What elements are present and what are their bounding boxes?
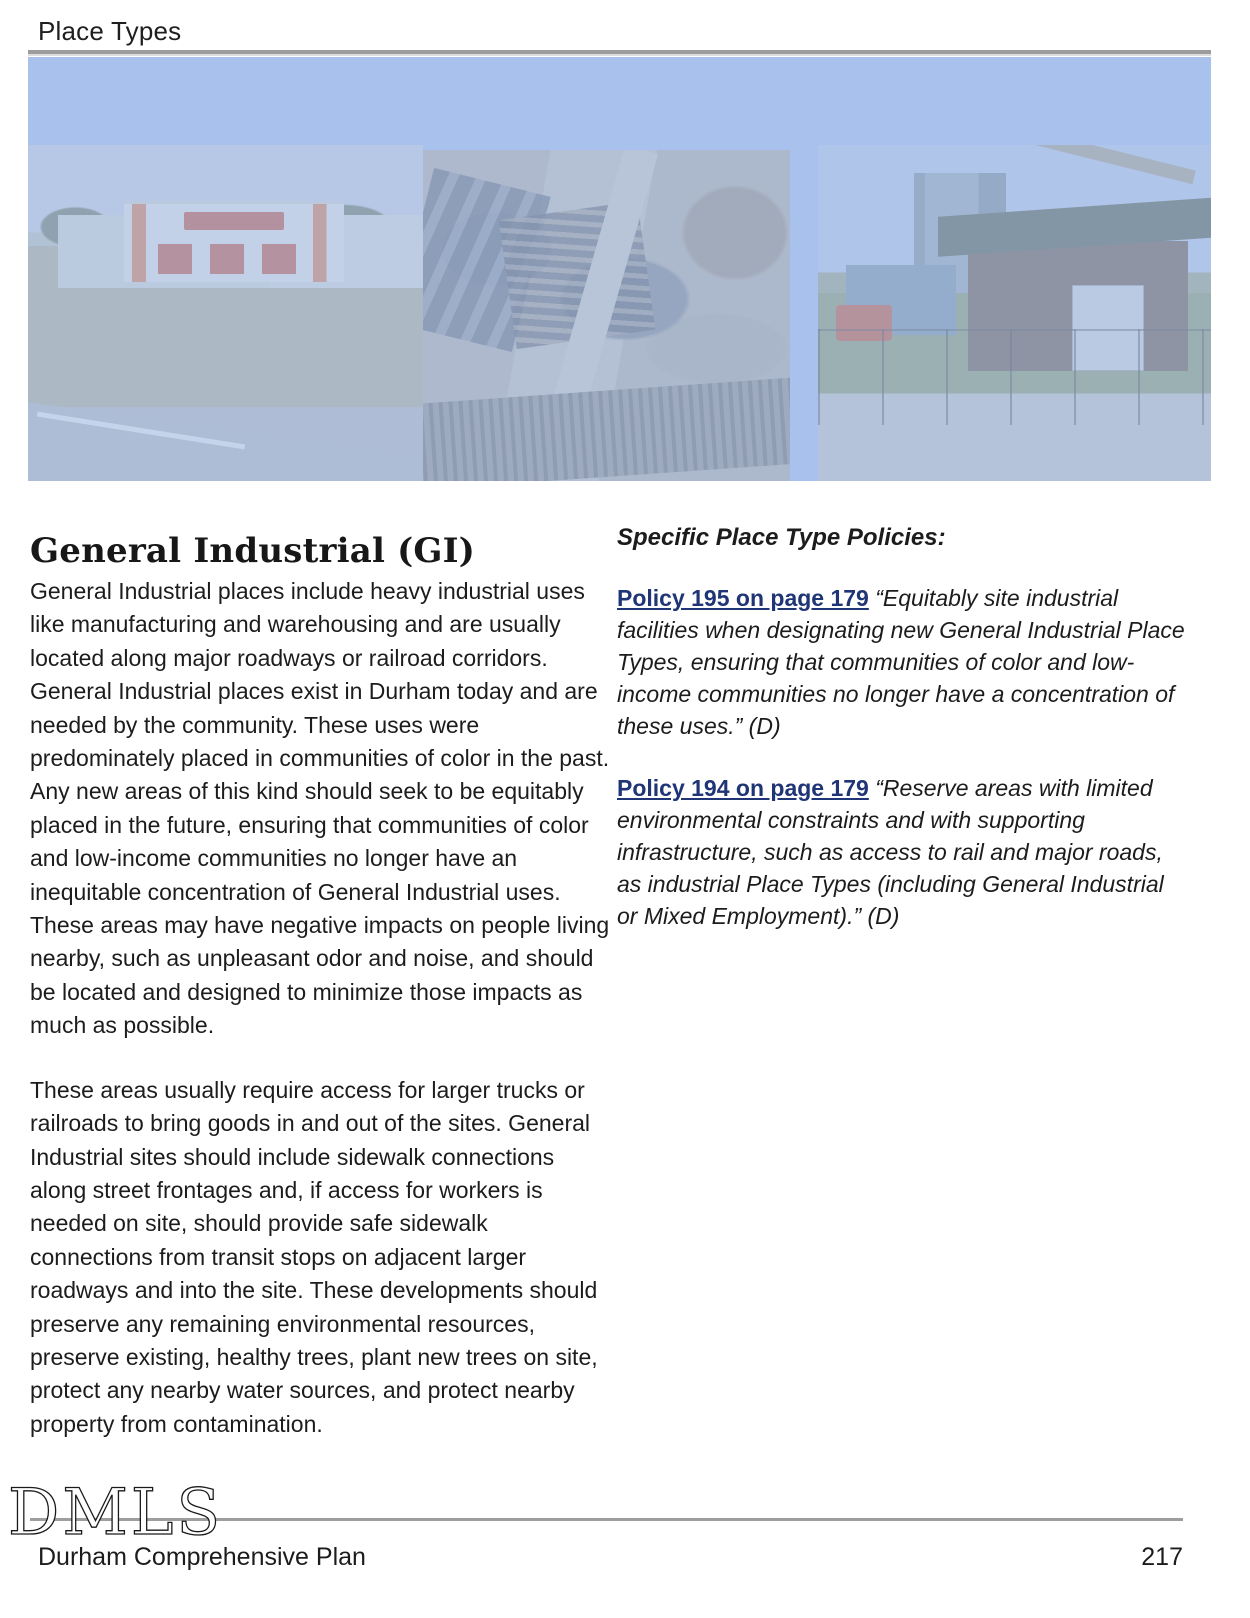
policy-195-link[interactable]: Policy 195 on page 179: [617, 585, 869, 611]
body-text-column: [30, 575, 615, 1472]
body-paragraph: These areas usually require access for larger trucks or railroads to bring goods in and out of the sites. General Industrial sites should include sidewalk connections along street frontages and, if access for workers is needed on site, should provide safe sidewalk connections from transit stops on adjacent larger roadways and into the site. These developments should preserve any remaining environmental resources, preserve existing, healthy trees, plant new trees on site, protect any nearby water sources, and protect nearby property from contamination.: [30, 1076, 598, 1437]
policy-195-quote: “Equitably site industrial facilities when designating new General Industrial Place Types, ensuring that communities of color and low-income communities no longer have a concentration of these uses.” (D): [617, 585, 1185, 739]
footer-plan-name: Durham Comprehensive Plan: [38, 1543, 366, 1571]
dmls-logo: DMLS: [8, 1476, 224, 1550]
policies-column: [617, 522, 1187, 962]
blue-tint-overlay: [28, 57, 1211, 481]
section-title: General Industrial (GI): [30, 530, 476, 571]
page-header-title: Place Types: [38, 16, 182, 46]
policy-194-quote: “Reserve areas with limited environmental constraints and with supporting infrastructure, such as access to rail and major roads, as industrial Place Types (including General Industrial or Mixed Employment).” (D): [617, 775, 1164, 929]
policy-194-link[interactable]: Policy 194 on page 179: [617, 775, 869, 801]
policy-item: [617, 582, 1187, 742]
header-divider: [28, 50, 1211, 54]
body-paragraph: General Industrial places include heavy industrial uses like manufacturing and warehousing and are usually located along major roadways or railroad corridors. General Industrial places exist in Durham today and are needed by the community. These uses were predominately placed in communities of color in the past. Any new areas of this kind should seek to be equitably placed in the future, ensuring that communities of color and low-income communities no longer have an inequitable concentration of General Industrial uses. These areas may have negative impacts on people living nearby, such as unpleasant odor and noise, and should be located and designed to minimize those impacts as much as possible.: [30, 578, 610, 1039]
footer-page-number: 217: [1141, 1543, 1183, 1571]
policy-item: [617, 772, 1187, 932]
banner-photo-collage: [28, 57, 1211, 481]
policies-heading: Specific Place Type Policies:: [617, 524, 946, 551]
